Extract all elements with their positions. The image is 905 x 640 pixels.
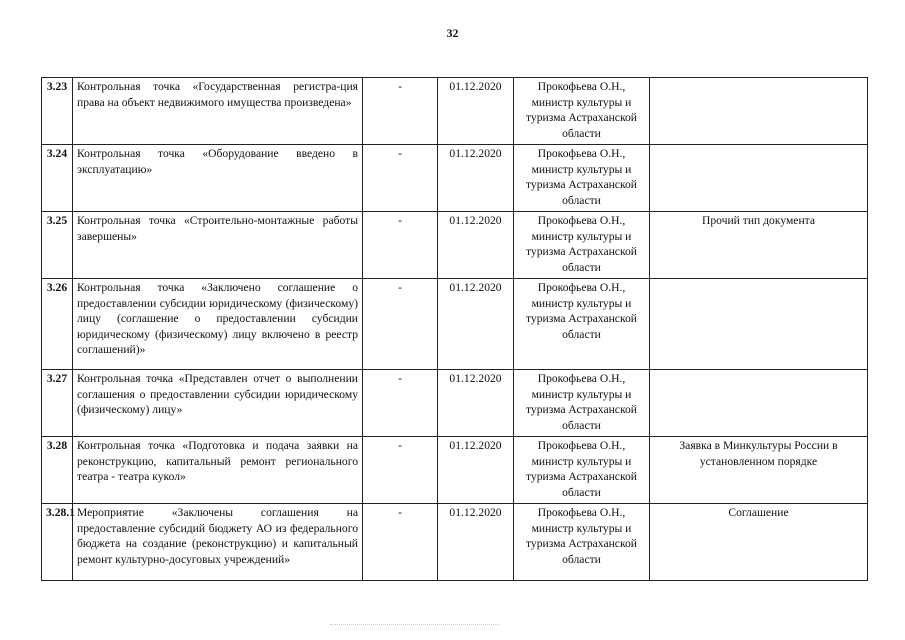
row-doc-type [650,145,868,212]
scan-artifact [330,624,500,626]
row-name: Контрольная точка «Оборудование введено в эксплуатацию» [73,145,363,212]
row-doc-type: Соглашение [650,504,868,581]
row-responsible: Прокофьева О.Н., министр культуры и туризма Астраханской области [514,504,650,581]
row-end-date: 01.12.2020 [438,504,514,581]
row-start: - [363,212,438,279]
row-end-date: 01.12.2020 [438,212,514,279]
row-number: 3.25 [42,212,73,279]
row-responsible: Прокофьева О.Н., министр культуры и туризма Астраханской области [514,437,650,504]
row-doc-type [650,78,868,145]
row-doc-type: Прочий тип документа [650,212,868,279]
row-responsible: Прокофьева О.Н., министр культуры и туризма Астраханской области [514,370,650,437]
table-row [42,212,868,279]
row-doc-type [650,279,868,370]
row-number: 3.24 [42,145,73,212]
row-end-date: 01.12.2020 [438,279,514,370]
row-end-date: 01.12.2020 [438,437,514,504]
table-row [42,279,868,370]
page-number: 32 [446,26,459,40]
row-start: - [363,78,438,145]
row-responsible: Прокофьева О.Н., министр культуры и туризма Астраханской области [514,279,650,370]
row-start: - [363,279,438,370]
row-start: - [363,370,438,437]
row-start: - [363,504,438,581]
row-number: 3.23 [42,78,73,145]
table-row [42,145,868,212]
row-name: Контрольная точка «Строительно-монтажные работы завершены» [73,212,363,279]
row-number: 3.28 [42,437,73,504]
row-doc-type: Заявка в Минкультуры России в установленном порядке [650,437,868,504]
row-name: Контрольная точка «Представлен отчет о выполнении соглашения о предоставлении субсидии юридическому (физическому) лицу» [73,370,363,437]
row-end-date: 01.12.2020 [438,370,514,437]
table-row [42,370,868,437]
row-responsible: Прокофьева О.Н., министр культуры и туризма Астраханской области [514,145,650,212]
row-start: - [363,437,438,504]
row-responsible: Прокофьева О.Н., министр культуры и туризма Астраханской области [514,78,650,145]
row-name: Контрольная точка «Государственная регистра-ция права на объект недвижимого имущества произведена» [73,78,363,145]
row-number: 3.28.1 [42,504,73,581]
row-doc-type [650,370,868,437]
row-number: 3.27 [42,370,73,437]
row-responsible: Прокофьева О.Н., министр культуры и туризма Астраханской области [514,212,650,279]
row-end-date: 01.12.2020 [438,78,514,145]
table-row [42,78,868,145]
row-name: Мероприятие «Заключены соглашения на предоставление субсидий бюджету АО из федерального бюджета на создание (реконструкцию) и капитальный ремонт культурно-досуговых учреждений» [73,504,363,581]
table-row [42,437,868,504]
row-start: - [363,145,438,212]
row-name: Контрольная точка «Подготовка и подача заявки на реконструкцию, капитальный ремонт регионального театра - театра кукол» [73,437,363,504]
row-name: Контрольная точка «Заключено соглашение о предоставлении субсидии юридическому (физическому) лицу (соглашение о предоставлении субсидии юридическому (физическому) лицу включено в реестр соглашений)» [73,279,363,370]
plan-table [41,77,868,581]
row-number: 3.26 [42,279,73,370]
row-end-date: 01.12.2020 [438,145,514,212]
table-row [42,504,868,581]
